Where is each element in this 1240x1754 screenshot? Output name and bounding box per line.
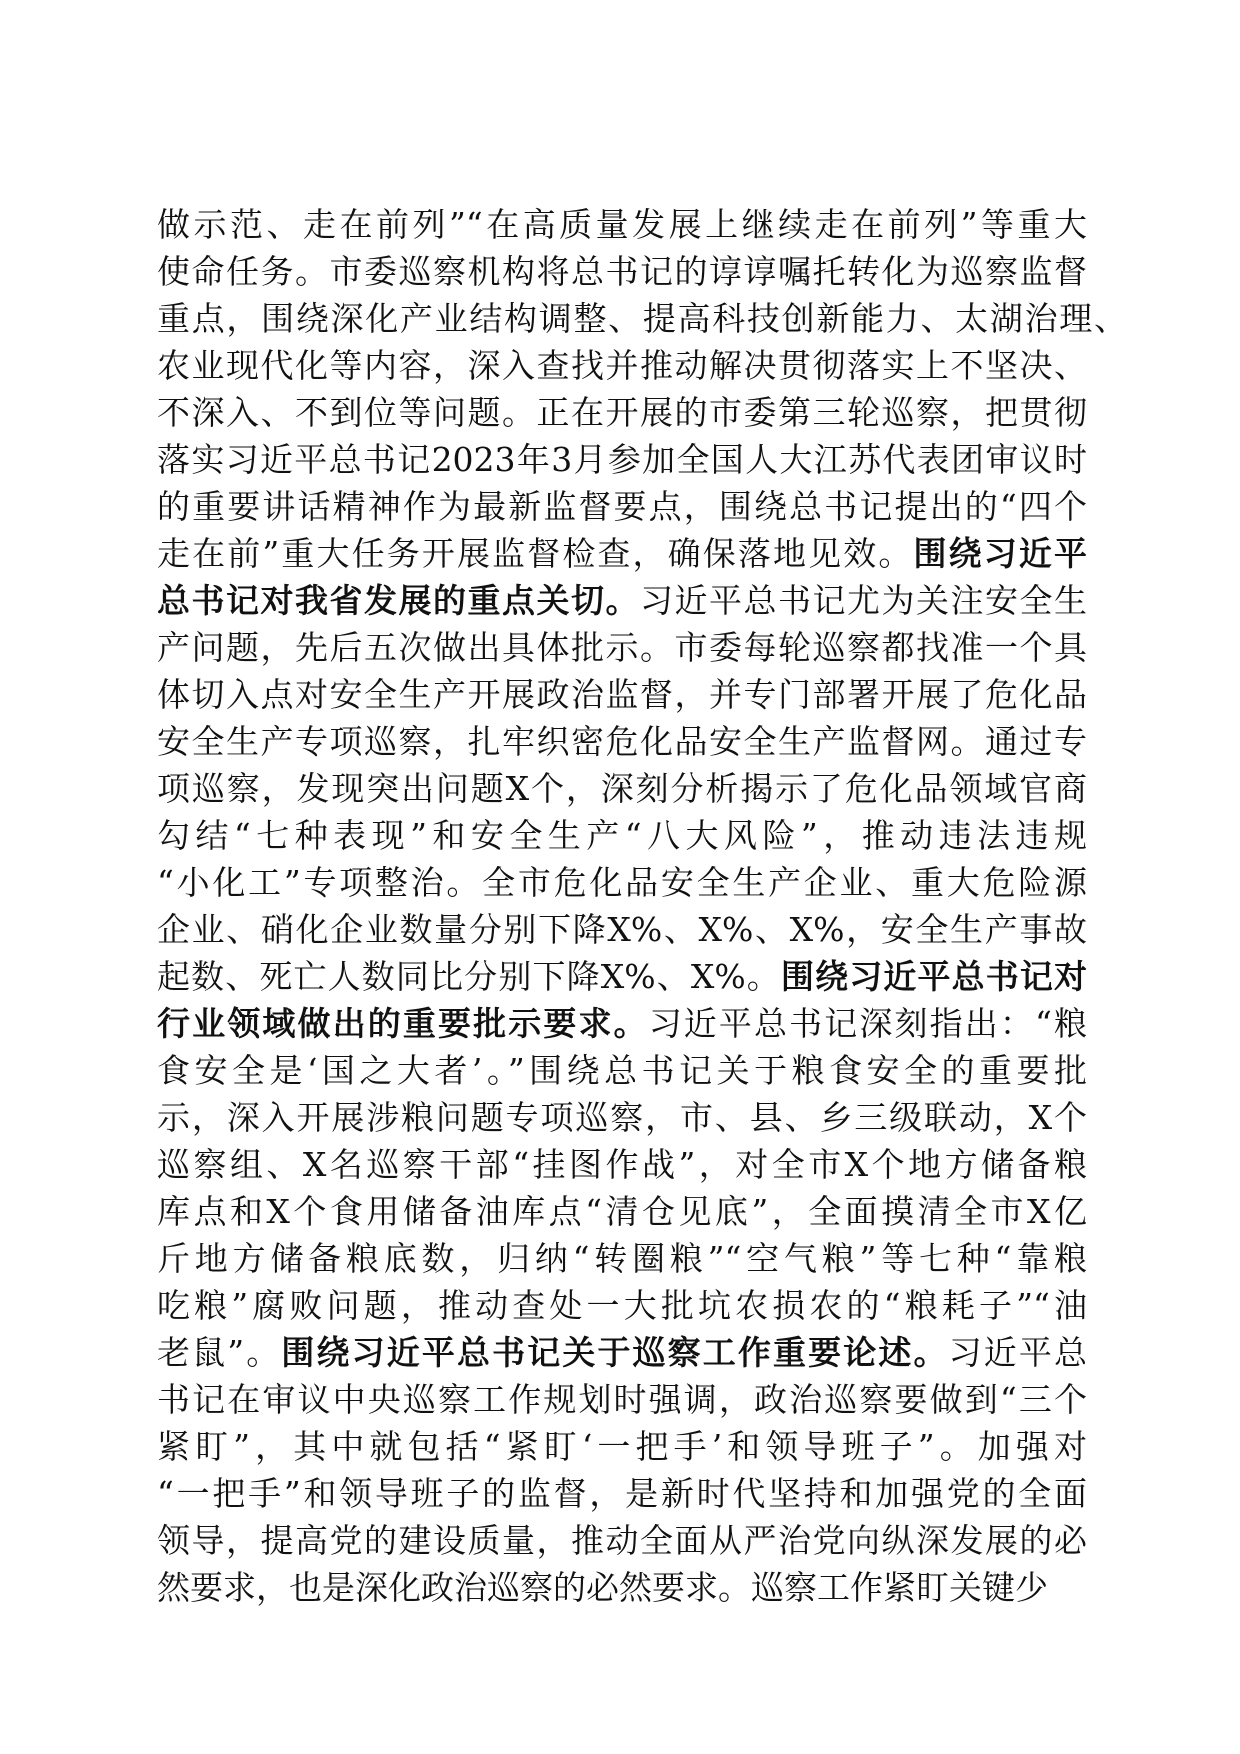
body-text-segment: 落实习近平总书记2023年3月参加全国人大江苏代表团审议时 <box>157 440 1087 479</box>
body-text-segment: 安全生产专项巡察，扎牢织密危化品安全生产监督网。通过专 <box>157 722 1087 761</box>
text-line <box>157 1376 1087 1423</box>
text-line <box>157 1282 1087 1329</box>
bold-heading-text: 围绕习近平 <box>913 534 1087 573</box>
body-text-segment: 斤地方储备粮底数，归纳“转圈粮”“空气粮”等七种“靠粮 <box>157 1239 1087 1278</box>
text-line <box>157 1188 1087 1235</box>
body-text-segment: 然要求，也是深化政治巡察的必然要求。巡察工作紧盯关键少 <box>157 1568 1048 1607</box>
bold-heading-text: 总书记对我省发展的重点关切。 <box>157 581 640 620</box>
body-text-segment: 体切入点对安全生产开展政治监督，并专门部署开展了危化品 <box>157 675 1087 714</box>
text-line <box>157 577 1087 624</box>
text-line <box>157 389 1087 436</box>
text-line <box>157 1517 1087 1564</box>
text-line <box>157 295 1127 342</box>
text-line <box>157 1329 1087 1376</box>
text-line <box>157 342 1087 389</box>
text-line <box>157 953 1087 1000</box>
text-line <box>157 1470 1087 1517</box>
text-line <box>157 812 1087 859</box>
body-text-segment: 示，深入开展涉粮问题专项巡察，市、县、乡三级联动，X个 <box>157 1098 1087 1137</box>
body-text-segment: “小化工”专项整治。全市危化品安全生产企业、重大危险源 <box>157 863 1087 902</box>
text-line <box>157 765 1087 812</box>
body-text-segment: 习近平总书记深刻指出：“粮 <box>648 1004 1088 1043</box>
body-text-segment: 农业现代化等内容，深入查找并推动解决贯彻落实上不坚决、 <box>157 346 1087 385</box>
bold-heading-text: 围绕习近平总书记对 <box>780 957 1088 996</box>
body-text-segment: 项巡察，发现突出问题X个，深刻分析揭示了危化品领域官商 <box>157 769 1087 808</box>
text-line <box>157 1423 1087 1470</box>
body-text <box>157 201 1127 1611</box>
text-line <box>157 1235 1087 1282</box>
body-text-segment: 习近平总 <box>948 1333 1088 1372</box>
body-text-segment: 使命任务。市委巡察机构将总书记的谆谆嘱托转化为巡察监督 <box>157 252 1087 291</box>
body-text-segment: 不深入、不到位等问题。正在开展的市委第三轮巡察，把贯彻 <box>157 393 1087 432</box>
body-text-segment: 勾结“七种表现”和安全生产“八大风险”，推动违法违规 <box>157 816 1087 855</box>
body-text-segment: “一把手”和领导班子的监督，是新时代坚持和加强党的全面 <box>157 1474 1087 1513</box>
text-line <box>157 248 1087 295</box>
bold-heading-text: 围绕习近平总书记关于巡察工作重要论述。 <box>281 1333 949 1372</box>
text-line <box>157 1094 1087 1141</box>
text-line <box>157 436 1087 483</box>
body-text-segment: 走在前”重大任务开展监督检查，确保落地见效。 <box>157 534 914 573</box>
body-text-segment: 领导，提高党的建设质量，推动全面从严治党向纵深发展的必 <box>157 1521 1087 1560</box>
body-text-segment: 企业、硝化企业数量分别下降X%、X%、X%，安全生产事故 <box>157 910 1087 949</box>
body-text-segment: 书记在审议中央巡察工作规划时强调，政治巡察要做到“三个 <box>157 1380 1087 1419</box>
body-text-segment: 吃粮”腐败问题，推动查处一大批坑农损农的“粮耗子”“油 <box>157 1286 1087 1325</box>
text-line <box>157 483 1087 530</box>
body-text-segment: 习近平总书记尤为关注安全生 <box>640 581 1087 620</box>
text-line <box>157 906 1087 953</box>
body-text-segment: 重点，围绕深化产业结构调整、提高科技创新能力、太湖治理、 <box>157 299 1127 338</box>
body-text-segment: 的重要讲话精神作为最新监督要点，围绕总书记提出的“四个 <box>157 487 1087 526</box>
body-text-segment: 巡察组、X名巡察干部“挂图作战”，对全市X个地方储备粮 <box>157 1145 1087 1184</box>
body-text-segment: 库点和X个食用储备油库点“清仓见底”，全面摸清全市X亿 <box>157 1192 1087 1231</box>
text-line <box>157 1564 1087 1611</box>
text-line <box>157 671 1087 718</box>
body-text-segment: 起数、死亡人数同比分别下降X%、X%。 <box>157 957 781 996</box>
body-text-segment: 产问题，先后五次做出具体批示。市委每轮巡察都找准一个具 <box>157 628 1087 667</box>
text-line <box>157 718 1087 765</box>
body-text-segment: 食安全是‘国之大者’。”围绕总书记关于粮食安全的重要批 <box>157 1051 1087 1090</box>
body-text-segment: 紧盯”，其中就包括“紧盯‘一把手’和领导班子”。加强对 <box>157 1427 1087 1466</box>
text-line <box>157 1141 1087 1188</box>
text-line <box>157 624 1087 671</box>
body-text-segment: 做示范、走在前列”“在高质量发展上继续走在前列”等重大 <box>157 205 1087 244</box>
text-line <box>157 1000 1087 1047</box>
text-line <box>157 1047 1087 1094</box>
text-line <box>157 201 1087 248</box>
bold-heading-text: 行业领域做出的重要批示要求。 <box>157 1004 649 1043</box>
body-text-segment: 老鼠”。 <box>157 1333 282 1372</box>
text-line <box>157 859 1087 906</box>
text-line <box>157 530 1087 577</box>
